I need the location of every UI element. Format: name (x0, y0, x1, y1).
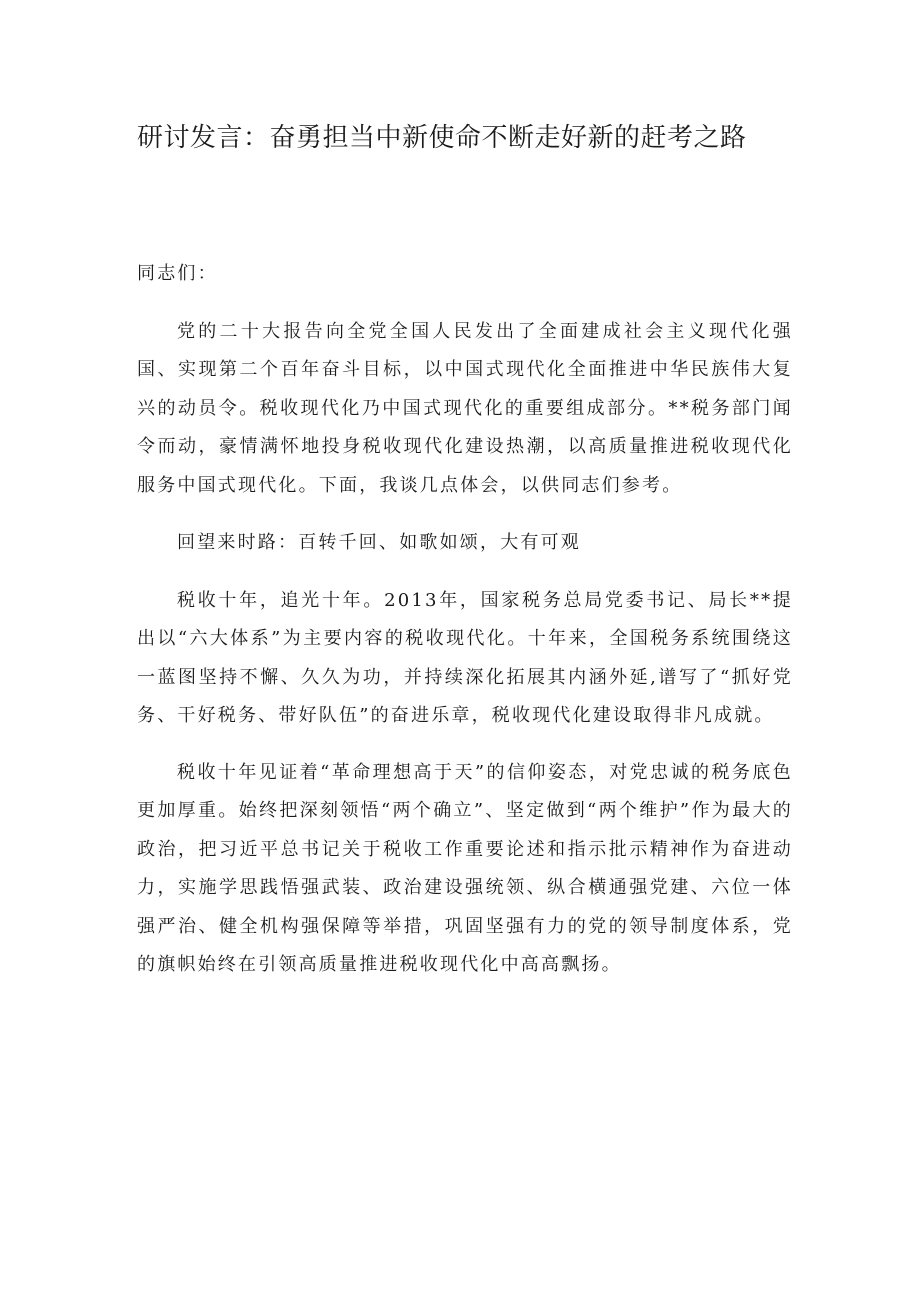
paragraph-political-loyalty: 税收十年见证着“革命理想高于天”的信仰姿态，对党忠诚的税务底色更加厚重。始终把深刻领悟“两个确立”、坚定做到“两个维护”作为最大的政治，把习近平总书记关于税收工作重要论述和指示批示精神作为奋进动力，实施学思践悟强武装、政治建设强统领、纵合横通强党建、六位一体强严治、健全机构强保障等举措，巩固坚强有力的党的领导制度体系，党的旗帜始终在引领高质量推进税收现代化中高高飘扬。 (137, 761, 793, 975)
document-body (137, 255, 793, 985)
paragraph-intro: 党的二十大报告向全党全国人民发出了全面建成社会主义现代化强国、实现第二个百年奋斗目标，以中国式现代化全面推进中华民族伟大复兴的动员令。税收现代化乃中国式现代化的重要组成部分。**税务部门闻令而动，豪情满怀地投身税收现代化建设热潮，以高质量推进税收现代化服务中国式现代化。下面，我谈几点体会，以供同志们参考。 (137, 320, 793, 496)
paragraph-ten-years: 税收十年，追光十年。2013年，国家税务总局党委书记、局长**提出以“六大体系”为主要内容的税收现代化。十年来，全国税务系统围绕这一蓝图坚持不懈、久久为功，并持续深化拓展其内涵外延,谱写了“抓好党务、干好税务、带好队伍”的奋进乐章，税收现代化建设取得非凡成就。 (137, 589, 793, 726)
salutation: 同志们： (137, 263, 218, 284)
document-title: 研讨发言：奋勇担当中新使命不断走好新的赶考之路 (137, 123, 747, 153)
section-heading: 回望来时路：百转千回、如歌如颂，大有可观 (177, 532, 581, 553)
